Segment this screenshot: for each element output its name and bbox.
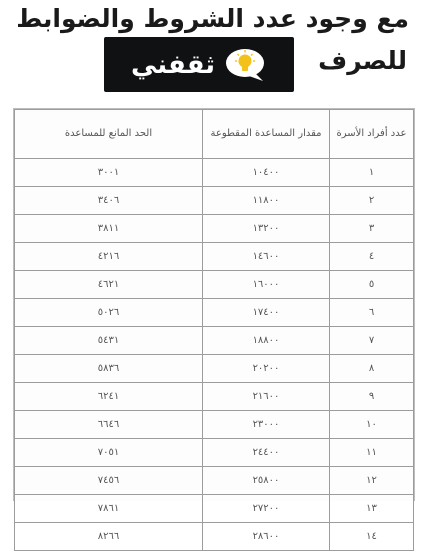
cell-assistance-amount: ١٣٢٠٠ [203, 215, 330, 243]
table-row [15, 355, 414, 383]
cell-family-size: ١ [330, 159, 414, 187]
cell-income-limit: ٧٤٥٦ [15, 467, 203, 495]
cell-income-limit: ٥٠٢٦ [15, 299, 203, 327]
table-row [15, 439, 414, 467]
headline-line-2: للصرف [318, 46, 407, 75]
header-income-limit: الحد المانع للمساعدة [15, 110, 203, 159]
cell-assistance-amount: ١٠٤٠٠ [203, 159, 330, 187]
cell-assistance-amount: ١٤٦٠٠ [203, 243, 330, 271]
cell-assistance-amount: ١٧٤٠٠ [203, 299, 330, 327]
cell-family-size: ٤ [330, 243, 414, 271]
table-row [15, 271, 414, 299]
table-row [15, 299, 414, 327]
table-row [15, 215, 414, 243]
cell-family-size: ١٤ [330, 523, 414, 551]
table-row [15, 327, 414, 355]
cell-family-size: ٩ [330, 383, 414, 411]
cell-income-limit: ٣٨١١ [15, 215, 203, 243]
cell-income-limit: ٧٠٥١ [15, 439, 203, 467]
cell-family-size: ٧ [330, 327, 414, 355]
table-row [15, 411, 414, 439]
table-row [15, 523, 414, 551]
table-row [15, 495, 414, 523]
cell-income-limit: ٣٤٠٦ [15, 187, 203, 215]
cell-family-size: ٣ [330, 215, 414, 243]
lightbulb-speech-bubble-icon [225, 47, 267, 83]
cell-assistance-amount: ١١٨٠٠ [203, 187, 330, 215]
table-header-row [15, 110, 414, 159]
cell-family-size: ٢ [330, 187, 414, 215]
header-assistance-amount: مقدار المساعدة المقطوعة [203, 110, 330, 159]
cell-income-limit: ٤٦٢١ [15, 271, 203, 299]
cell-family-size: ١٠ [330, 411, 414, 439]
assistance-table [14, 109, 414, 551]
table-row [15, 383, 414, 411]
cell-income-limit: ٨٢٦٦ [15, 523, 203, 551]
cell-assistance-amount: ١٦٠٠٠ [203, 271, 330, 299]
header-family-size: عدد أفراد الأسرة [330, 110, 414, 159]
cell-income-limit: ٧٨٦١ [15, 495, 203, 523]
cell-assistance-amount: ٢٠٢٠٠ [203, 355, 330, 383]
cell-family-size: ١٣ [330, 495, 414, 523]
headline-line-1: مع وجود عدد الشروط والضوابط [16, 4, 409, 33]
cell-assistance-amount: ٢٤٤٠٠ [203, 439, 330, 467]
logo-text: ثقفني [130, 49, 216, 80]
cell-income-limit: ٦٦٤٦ [15, 411, 203, 439]
table-row [15, 187, 414, 215]
cell-income-limit: ٦٢٤١ [15, 383, 203, 411]
cell-family-size: ١٢ [330, 467, 414, 495]
cell-family-size: ٨ [330, 355, 414, 383]
table-row [15, 467, 414, 495]
cell-family-size: ٦ [330, 299, 414, 327]
table-row [15, 243, 414, 271]
cell-assistance-amount: ٢١٦٠٠ [203, 383, 330, 411]
table-body [15, 159, 414, 551]
cell-assistance-amount: ٢٧٢٠٠ [203, 495, 330, 523]
cell-assistance-amount: ٢٨٦٠٠ [203, 523, 330, 551]
table-row [15, 159, 414, 187]
cell-assistance-amount: ٢٣٠٠٠ [203, 411, 330, 439]
cell-assistance-amount: ٢٥٨٠٠ [203, 467, 330, 495]
cell-income-limit: ٤٢١٦ [15, 243, 203, 271]
site-logo [104, 37, 294, 92]
scanned-table-document [13, 108, 415, 542]
cell-income-limit: ٥٤٣١ [15, 327, 203, 355]
cell-income-limit: ٥٨٣٦ [15, 355, 203, 383]
cell-family-size: ١١ [330, 439, 414, 467]
cell-family-size: ٥ [330, 271, 414, 299]
cell-income-limit: ٣٠٠١ [15, 159, 203, 187]
cell-assistance-amount: ١٨٨٠٠ [203, 327, 330, 355]
